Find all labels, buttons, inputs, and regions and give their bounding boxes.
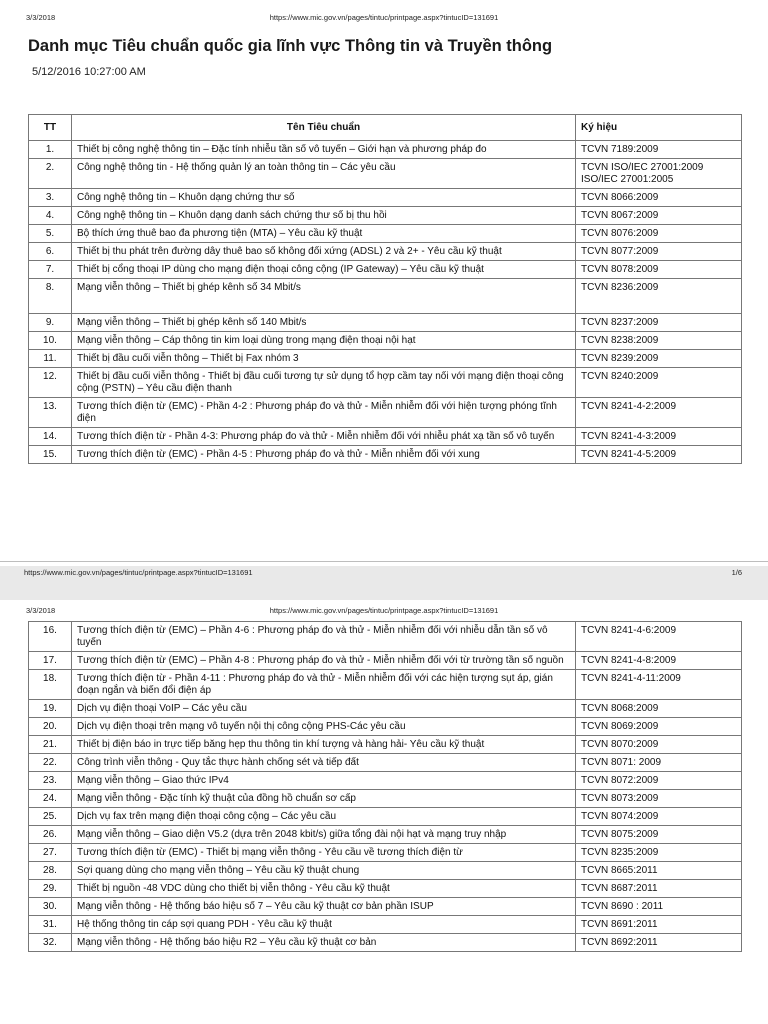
- table-row: [29, 225, 742, 243]
- standard-name: Mạng viễn thông – Cáp thông tin kim loại dùng trong mạng điện thoại nội hạt: [72, 332, 576, 350]
- standard-name: Thiết bị cổng thoại IP dùng cho mạng điện thoại công cộng (IP Gateway) – Yêu cầu kỹ thuật: [72, 261, 576, 279]
- standard-code: TCVN 8687:2011: [576, 880, 742, 898]
- standard-name: Công nghệ thông tin - Hệ thống quản lý an toàn thông tin – Các yêu cầu: [72, 159, 576, 189]
- standard-code: TCVN 8241-4-3:2009: [576, 428, 742, 446]
- table-row: [29, 279, 742, 314]
- table-row: [29, 428, 742, 446]
- print-date: 3/3/2018: [26, 606, 56, 615]
- table-row: [29, 350, 742, 368]
- print-header: [0, 606, 768, 618]
- page-title: Danh mục Tiêu chuẩn quốc gia lĩnh vực Thông tin và Truyền thông: [28, 37, 553, 55]
- column-header-name: Tên Tiêu chuẩn: [72, 115, 576, 141]
- page-number: 1/6: [731, 568, 742, 577]
- standard-name: Mạng viễn thông - Hệ thống báo hiệu số 7 – Yêu cầu kỹ thuật cơ bản phần ISUP: [72, 898, 576, 916]
- table-row: [29, 332, 742, 350]
- print-url: https://www.mic.gov.vn/pages/tintuc/printpage.aspx?tintucID=131691: [269, 13, 499, 22]
- standard-name: Tương thích điện từ (EMC) - Thiết bị mạng viễn thông - Yêu cầu về tương thích điện từ: [72, 844, 576, 862]
- standard-name: Dịch vụ điện thoại trên mạng vô tuyến nội thị công cộng PHS-Các yêu cầu: [72, 718, 576, 736]
- row-number: 13.: [29, 398, 72, 428]
- standard-code: TCVN 8067:2009: [576, 207, 742, 225]
- row-number: 18.: [29, 670, 72, 700]
- standard-code: TCVN 8075:2009: [576, 826, 742, 844]
- row-number: 3.: [29, 189, 72, 207]
- row-number: 2.: [29, 159, 72, 189]
- standard-name: Tương thích điện từ - Phần 4-11 : Phương pháp đo và thử - Miễn nhiễm đối với các hiện tượng sụt áp, gián đoạn ngắn và biến đổi điện áp: [72, 670, 576, 700]
- row-number: 6.: [29, 243, 72, 261]
- standard-name: Thiết bị thu phát trên đường dây thuê bao số không đối xứng (ADSL) 2 và 2+ - Yêu cầu kỹ thuật: [72, 243, 576, 261]
- standards-table-continued: [28, 621, 742, 952]
- table-row: [29, 736, 742, 754]
- standard-code: TCVN 8069:2009: [576, 718, 742, 736]
- standard-name: Công nghệ thông tin – Khuôn dạng chứng thư số: [72, 189, 576, 207]
- standard-code: TCVN 8690 : 2011: [576, 898, 742, 916]
- table-row: [29, 622, 742, 652]
- table-row: [29, 880, 742, 898]
- standard-name: Thiết bị điện báo in trực tiếp băng hẹp thu thông tin khí tượng và hàng hải- Yêu cầu kỹ thuật: [72, 736, 576, 754]
- table-body: [29, 622, 742, 952]
- table-row: [29, 754, 742, 772]
- table-row: [29, 189, 742, 207]
- row-number: 20.: [29, 718, 72, 736]
- row-number: 9.: [29, 314, 72, 332]
- row-number: 31.: [29, 916, 72, 934]
- column-header-tt: TT: [29, 115, 72, 141]
- row-number: 4.: [29, 207, 72, 225]
- row-number: 8.: [29, 279, 72, 314]
- row-number: 32.: [29, 934, 72, 952]
- page-divider: [0, 561, 768, 562]
- row-number: 24.: [29, 790, 72, 808]
- standard-code: TCVN 8068:2009: [576, 700, 742, 718]
- posted-date: 5/12/2016 10:27:00 AM: [32, 66, 146, 78]
- standard-code: TCVN 8074:2009: [576, 808, 742, 826]
- table-row: [29, 207, 742, 225]
- row-number: 19.: [29, 700, 72, 718]
- row-number: 1.: [29, 141, 72, 159]
- row-number: 21.: [29, 736, 72, 754]
- row-number: 28.: [29, 862, 72, 880]
- print-footer: [0, 568, 768, 582]
- print-page-2: [0, 600, 768, 1024]
- standard-code: TCVN 8070:2009: [576, 736, 742, 754]
- standard-name: Công trình viễn thông - Quy tắc thực hành chống sét và tiếp đất: [72, 754, 576, 772]
- row-number: 17.: [29, 652, 72, 670]
- standard-name: Dịch vụ fax trên mạng điện thoại công cộng – Các yêu cầu: [72, 808, 576, 826]
- table-row: [29, 790, 742, 808]
- standard-code: TCVN 8077:2009: [576, 243, 742, 261]
- row-number: 10.: [29, 332, 72, 350]
- row-number: 5.: [29, 225, 72, 243]
- table-row: [29, 159, 742, 189]
- table-row: [29, 718, 742, 736]
- standard-name: Tương thích điện từ (EMC) - Phần 4-5 : Phương pháp đo và thử - Miễn nhiễm đối với xung: [72, 446, 576, 464]
- standard-name: Mạng viễn thông – Thiết bị ghép kênh số 34 Mbit/s: [72, 279, 576, 314]
- table-row: [29, 261, 742, 279]
- row-number: 7.: [29, 261, 72, 279]
- table-row: [29, 826, 742, 844]
- row-number: 14.: [29, 428, 72, 446]
- standard-name: Thiết bị công nghệ thông tin – Đặc tính nhiễu tần số vô tuyến – Giới hạn và phương pháp đo: [72, 141, 576, 159]
- column-header-code: Ký hiệu: [576, 115, 742, 141]
- row-number: 25.: [29, 808, 72, 826]
- standard-code: TCVN 8241-4-6:2009: [576, 622, 742, 652]
- table-row: [29, 314, 742, 332]
- standard-name: Mạng viễn thông - Đặc tính kỹ thuật của đồng hồ chuẩn sơ cấp: [72, 790, 576, 808]
- standard-code: TCVN 8241-4-5:2009: [576, 446, 742, 464]
- print-url: https://www.mic.gov.vn/pages/tintuc/printpage.aspx?tintucID=131691: [269, 606, 499, 615]
- standard-code: TCVN 8078:2009: [576, 261, 742, 279]
- standard-code: TCVN 8665:2011: [576, 862, 742, 880]
- table-row: [29, 368, 742, 398]
- standard-name: Thiết bị đầu cuối viễn thông – Thiết bị Fax nhóm 3: [72, 350, 576, 368]
- standard-code: TCVN 8072:2009: [576, 772, 742, 790]
- table-row: [29, 141, 742, 159]
- table-row: [29, 844, 742, 862]
- standard-code: TCVN 8241-4-2:2009: [576, 398, 742, 428]
- standard-code: TCVN 8071: 2009: [576, 754, 742, 772]
- standard-code: TCVN ISO/IEC 27001:2009 ISO/IEC 27001:2005: [576, 159, 742, 189]
- row-number: 23.: [29, 772, 72, 790]
- standard-code: TCVN 8240:2009: [576, 368, 742, 398]
- table-row: [29, 243, 742, 261]
- standard-code: TCVN 8235:2009: [576, 844, 742, 862]
- standard-name: Mạng viễn thông – Giao thức IPv4: [72, 772, 576, 790]
- standard-code: TCVN 8241-4-8:2009: [576, 652, 742, 670]
- standard-code: TCVN 7189:2009: [576, 141, 742, 159]
- standard-code: TCVN 8076:2009: [576, 225, 742, 243]
- standard-code: TCVN 8238:2009: [576, 332, 742, 350]
- table-row: [29, 700, 742, 718]
- standard-name: Tương thích điện từ (EMC) - Phần 4-2 : Phương pháp đo và thử - Miễn nhiễm đối với hiện tượng phóng tĩnh điện: [72, 398, 576, 428]
- table-row: [29, 862, 742, 880]
- standard-name: Tương thích điện từ (EMC) – Phần 4-6 : Phương pháp đo và thử - Miễn nhiễm đối với nhiễu dẫn tần số vô tuyến: [72, 622, 576, 652]
- print-header: [0, 13, 768, 25]
- standard-code: TCVN 8066:2009: [576, 189, 742, 207]
- standard-name: Sợi quang dùng cho mạng viễn thông – Yêu cầu kỹ thuật chung: [72, 862, 576, 880]
- table-row: [29, 670, 742, 700]
- standard-name: Bộ thích ứng thuê bao đa phương tiện (MTA) – Yêu cầu kỹ thuật: [72, 225, 576, 243]
- row-number: 30.: [29, 898, 72, 916]
- standard-code: TCVN 8236:2009: [576, 279, 742, 314]
- standard-name: Mạng viễn thông – Giao diện V5.2 (dựa trên 2048 kbit/s) giữa tổng đài nội hạt và mạng truy nhập: [72, 826, 576, 844]
- standard-name: Dịch vụ điện thoại VoIP – Các yêu cầu: [72, 700, 576, 718]
- standard-name: Thiết bị đầu cuối viễn thông - Thiết bị đầu cuối tương tự sử dụng tổ hợp cầm tay nối với mạng điện thoại công cộng (PSTN) – Yêu cầu điện thanh: [72, 368, 576, 398]
- row-number: 16.: [29, 622, 72, 652]
- row-number: 26.: [29, 826, 72, 844]
- print-date: 3/3/2018: [26, 13, 56, 22]
- standard-code: TCVN 8239:2009: [576, 350, 742, 368]
- row-number: 12.: [29, 368, 72, 398]
- table-body: [29, 141, 742, 464]
- standard-name: Tương thích điện từ - Phần 4-3: Phương pháp đo và thử - Miễn nhiễm đối với nhiễu phát xạ tần số vô tuyến: [72, 428, 576, 446]
- standard-code: TCVN 8237:2009: [576, 314, 742, 332]
- standard-name: Mạng viễn thông – Thiết bị ghép kênh số 140 Mbit/s: [72, 314, 576, 332]
- standard-code: TCVN 8073:2009: [576, 790, 742, 808]
- table-row: [29, 398, 742, 428]
- standards-table: [28, 114, 742, 464]
- table-row: [29, 898, 742, 916]
- standard-code: TCVN 8691:2011: [576, 916, 742, 934]
- table-row: [29, 808, 742, 826]
- standard-name: Mạng viễn thông - Hệ thống báo hiệu R2 – Yêu cầu kỹ thuật cơ bản: [72, 934, 576, 952]
- standard-code: TCVN 8692:2011: [576, 934, 742, 952]
- standard-name: Hệ thống thông tin cáp sợi quang PDH - Yêu cầu kỹ thuật: [72, 916, 576, 934]
- standard-name: Thiết bị nguồn -48 VDC dùng cho thiết bị viễn thông - Yêu cầu kỹ thuật: [72, 880, 576, 898]
- standard-code: TCVN 8241-4-11:2009: [576, 670, 742, 700]
- table-header-row: [29, 115, 742, 141]
- table-row: [29, 772, 742, 790]
- table-row: [29, 916, 742, 934]
- footer-url: https://www.mic.gov.vn/pages/tintuc/printpage.aspx?tintucID=131691: [24, 568, 253, 577]
- row-number: 15.: [29, 446, 72, 464]
- table-row: [29, 446, 742, 464]
- standard-name: Công nghệ thông tin – Khuôn dạng danh sách chứng thư số bị thu hồi: [72, 207, 576, 225]
- table-row: [29, 934, 742, 952]
- row-number: 27.: [29, 844, 72, 862]
- row-number: 29.: [29, 880, 72, 898]
- table-row: [29, 652, 742, 670]
- standard-name: Tương thích điện từ (EMC) – Phần 4-8 : Phương pháp đo và thử - Miễn nhiễm đối với từ trường tần số nguồn: [72, 652, 576, 670]
- row-number: 22.: [29, 754, 72, 772]
- row-number: 11.: [29, 350, 72, 368]
